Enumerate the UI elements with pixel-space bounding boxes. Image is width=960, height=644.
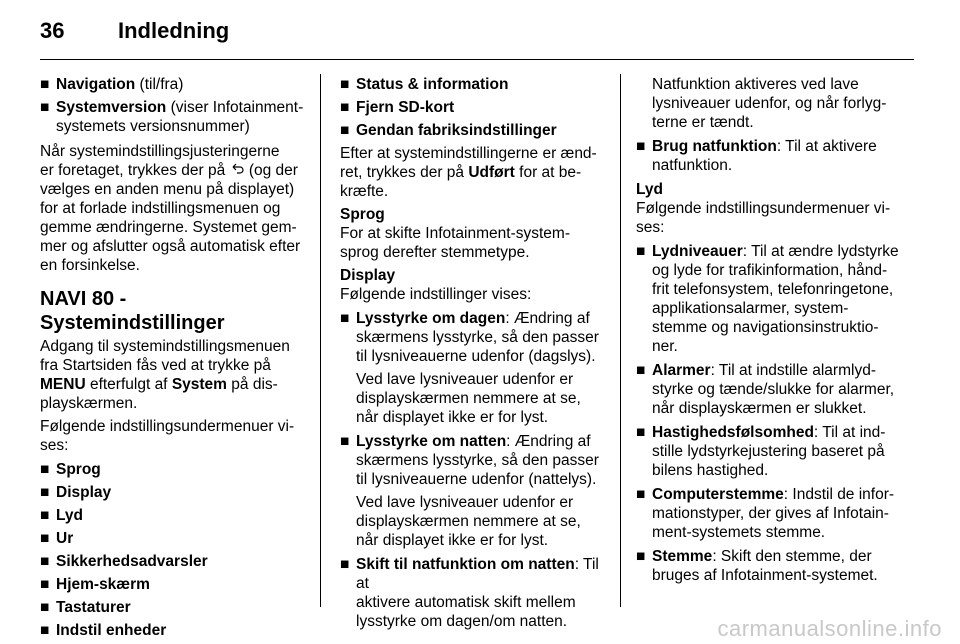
page-header	[0, 0, 960, 60]
list-item: ■ Lydniveauer: Til at ændre lydstyrke og lyde for trafikinformation, hånd- frit telefonsystem, telefonringetone, applikationsalarmer, system- stemme og navigationsinstruktio- ner.	[636, 243, 899, 355]
list-item: ■ Gendan fabriksindstillinger	[340, 122, 557, 139]
back-arrow-icon	[230, 161, 245, 180]
page-number: 36	[40, 18, 65, 43]
list-item: ■ Tastaturer	[40, 599, 131, 616]
header-rule	[40, 59, 914, 60]
list-item: ■ Lyd	[40, 507, 83, 524]
list-item: ■ Ur	[40, 530, 74, 547]
paragraph: Følgende indstillingsundermenuer vi- ses:	[636, 200, 891, 236]
bullet-icon: ■	[40, 99, 50, 116]
list-item: ■ Alarmer: Til at indstille alarmlyd- styrke og tænde/slukke for alarmer, når displayskærmen er slukket.	[636, 362, 895, 417]
list-item: ■ Lysstyrke om dagen: Ændring af skærmens lysstyrke, så den passer til lysniveauerne udenfor (dagslys).	[340, 310, 599, 365]
note: Ved lave lysniveauer udenfor er displayskærmen nemmere at se, når displayet ikke er for lyst.	[356, 494, 581, 549]
column-2	[340, 75, 612, 635]
subheading: Lyd	[636, 181, 663, 198]
list-item: ■ Hjem-skærm	[40, 576, 150, 593]
note: Ved lave lysniveauer udenfor er displayskærmen nemmere at se, når displayet ikke er for lyst.	[356, 371, 581, 426]
note: Natfunktion aktiveres ved lave lysniveauer udenfor, og når forlyg- terne er tændt.	[652, 76, 887, 131]
bullet-icon: ■	[40, 76, 50, 93]
list-item: ■ Navigation (til/fra)	[40, 76, 184, 93]
subheading: Display	[340, 267, 396, 284]
column-divider-1	[320, 74, 321, 607]
subheading: Sprog	[340, 206, 385, 223]
list-item: ■ Stemme: Skift den stemme, der bruges af Infotainment-systemet.	[636, 548, 878, 584]
paragraph: Følgende indstillingsundermenuer vi- ses:	[40, 418, 295, 454]
list-item: ■ Sprog	[40, 461, 101, 478]
paragraph: Efter at systemindstillingerne er ænd- ret, trykkes der på Udført for at be- kræfte.	[340, 145, 597, 200]
page-title: Indledning	[118, 18, 230, 43]
paragraph: Når systemindstillingsjusteringerne er foretaget, trykkes der på (og der vælges en anden menu på displayet) for at forlade indstillingsmenuen og gemme ændringerne. Systemet gem- mer og afslutter også automatisk efter en forsinkelse.	[40, 143, 301, 274]
paragraph: Følgende indstillinger vises:	[340, 286, 532, 303]
column-1	[40, 75, 310, 644]
list-item: ■ Lysstyrke om natten: Ændring af skærmens lysstyrke, så den passer til lysniveauerne udenfor (nattelys).	[340, 433, 599, 488]
list-item: ■ Brug natfunktion: Til at aktivere natfunktion.	[636, 138, 877, 174]
column-divider-2	[620, 74, 621, 607]
column-3	[636, 75, 926, 589]
list-item: ■ Hastighedsfølsomhed: Til at ind- stille lydstyrkejustering baseret på bilens hastighed.	[636, 424, 886, 479]
list-item: ■ Indstil enheder	[40, 622, 167, 639]
list-item: ■ Status & information	[340, 76, 509, 93]
watermark: carmanualsonline.info	[717, 616, 942, 641]
list-item: ■ Skift til natfunktion om natten: Til at aktivere automatisk skift mellem lysstyrke om dagen/om natten.	[340, 556, 599, 630]
list-item: ■ Fjern SD-kort	[340, 99, 455, 116]
paragraph: Adgang til systemindstillingsmenuen fra Startsiden fås ved at trykke på MENU efterfulgt af System på dis- playskærmen.	[40, 338, 290, 412]
list-item: ■ Computerstemme: Indstil de infor- mationstyper, der gives af Infotain- ment-systemets stemme.	[636, 486, 895, 541]
list-item: ■ Display	[40, 484, 112, 501]
paragraph: For at skifte Infotainment-system- sprog derefter stemmetype.	[340, 225, 570, 261]
list-item: ■ Systemversion (viser Infotainment- systemets versionsnummer)	[40, 99, 304, 135]
list-item: ■ Sikkerhedsadvarsler	[40, 553, 208, 570]
section-heading: NAVI 80 - Systemindstillinger	[40, 288, 225, 334]
